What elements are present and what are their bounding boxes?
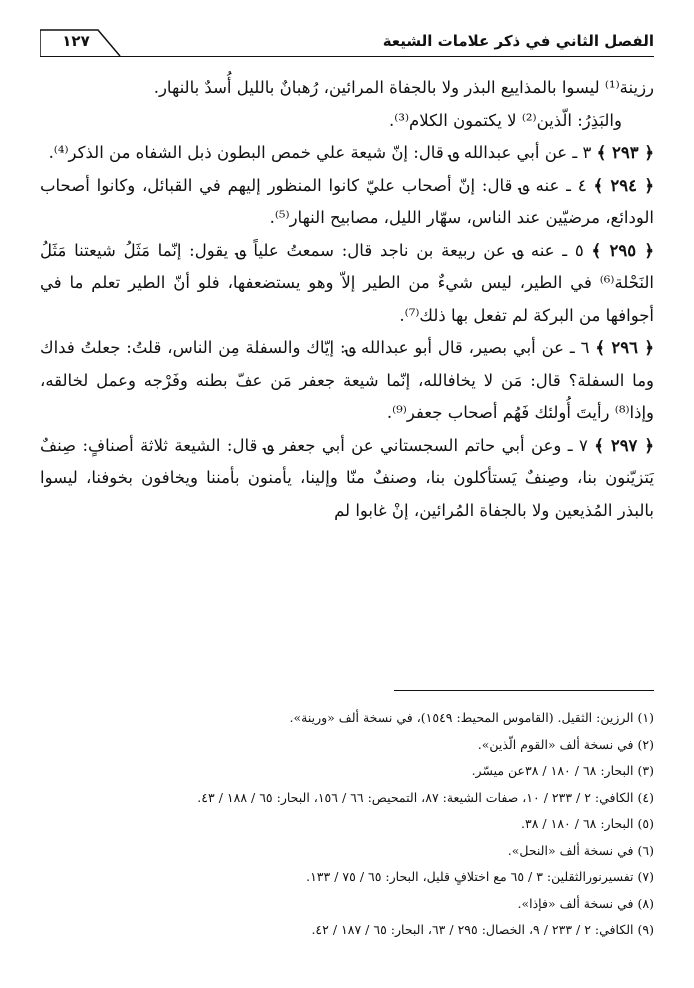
body-text (40, 72, 654, 527)
footnote-separator (394, 690, 654, 691)
page-number: ١٢٧ (62, 32, 90, 50)
hadith-text: ٦ ـ عن أبي بصير، قال أبو عبدالله ؈: إيّاك والسفلة مِن الناس، قلتُ: جعلتُ فداك وما السفلة؟ قال: مَن لا يخافالله، إنّما شيعة جعفر مَن عفّ بطنه وفَرْجه وعمل لخالقه، وإذا⁽⁸⁾ رأيتَ أُولئك فَهُم أصحاب جعفر⁽⁹⁾. (40, 338, 654, 422)
hadith-number: ﴿ ٢٩٤ ﴾ (593, 175, 654, 195)
hadith-paragraph (40, 430, 654, 528)
footnote: (٧) تفسيرنورالثقلين: ٣ / ٦٥ مع اختلافٍ قليل، البحار: ٦٥ / ٧٥ / ١٣٣. (306, 869, 654, 884)
footnote: (٢) في نسخة ألف «القوم الّذين». (477, 736, 654, 752)
hadith-text: ٧ ـ وعن أبي حاتم السجستاني عن أبي جعفر ؈ قال: الشيعة ثلاثة أصنافٍ: صِنفٌ يَتزيّنون بنا، وصِنفٌ يَستأكلون بنا، وصنفٌ منّا وإلينا، يأمنون بأمننا ويخافون بخوفنا، ليسوا بالبذر المُذيعين ولا بالجفاة المُرائين، إنْ غابوا لم (40, 435, 654, 520)
hadith-number: ﴿ ٢٩٥ ﴾ (591, 240, 654, 260)
definition-paragraph: والبَذِرُ: الّذين⁽²⁾ لا يكتمون الكلام⁽³⁾. (389, 110, 622, 130)
footnotes (40, 705, 654, 944)
footnote: (١) الرزين: الثقيل. (القاموس المحيط: ١٥٤٩)، في نسخة ألف «ورينة». (289, 710, 654, 725)
hadith-number: ﴿ ٢٩٧ ﴾ (594, 435, 654, 455)
hadith-number: ﴿ ٢٩٣ ﴾ (596, 143, 654, 162)
hadith-paragraph (40, 137, 654, 170)
continuation-paragraph: رزينة⁽¹⁾ ليسوا بالمذاييع البذر ولا بالجفاة المرائين، رُهبانٌ بالليل أُسدٌ بالنهار. (153, 78, 654, 97)
hadith-paragraph (40, 235, 654, 333)
hadith-text: ٥ ـ عنه ؈ عن ربيعة بن ناجد قال: سمعتُ علياً ؈ يقول: إنّما مَثَلُ شيعتنا مَثَلُ النَحْلة⁽⁶⁾ في الطير، ليس شيءٌ من الطير إلاّ وهو يستضعفها، فلو أنّ الطير تعلم ما في أجوافها من البركة لم تفعل بها ذلك⁽⁷⁾. (40, 240, 654, 325)
page-number-tab (40, 28, 122, 56)
footnote: (٥) البحار: ٦٨ / ١٨٠ / ٣٨. (521, 816, 654, 831)
page-header (40, 28, 654, 62)
footnote: (٤) الكافي: ٢ / ٢٣٣ / ١٠، صفات الشيعة: ٨٧، التمحيص: ٦٦ / ١٥٦، البحار: ٦٥ / ١٨٨ / ٤٣. (197, 789, 654, 805)
hadith-paragraph (40, 332, 654, 430)
footnote: (٨) في نسخة ألف «فإذا». (517, 895, 654, 911)
header-rule (40, 56, 654, 57)
footnote: (٩) الكافي: ٢ / ٢٣٣ / ٩، الخصال: ٢٩٥ / ٦٣، البحار: ٦٥ / ١٨٧ / ٤٢. (311, 922, 654, 937)
hadith-paragraph (40, 170, 654, 235)
footnote: (٦) في نسخة ألف «النحل». (507, 842, 654, 858)
hadith-number: ﴿ ٢٩٦ ﴾ (595, 338, 655, 357)
hadith-text: ٤ ـ عنه ؈ قال: إنّ أصحاب عليّ كانوا المنظور إليهم في القبائل، وكانوا أصحاب الودائع، مرضيّين عند الناس، سهّار الليل، مصابيح النهار⁽⁵⁾. (40, 175, 654, 227)
footnote: (٣) البحار: ٦٨ / ١٨٠ / ٣٨عن ميسّر. (471, 763, 654, 778)
hadith-text: ٣ ـ عن أبي عبدالله ؈ قال: إنّ شيعة علي خمص البطون ذبل الشفاه من الذكر⁽⁴⁾. (48, 143, 592, 162)
chapter-title: الفصل الثاني في ذكر علامات الشيعة (382, 32, 654, 50)
